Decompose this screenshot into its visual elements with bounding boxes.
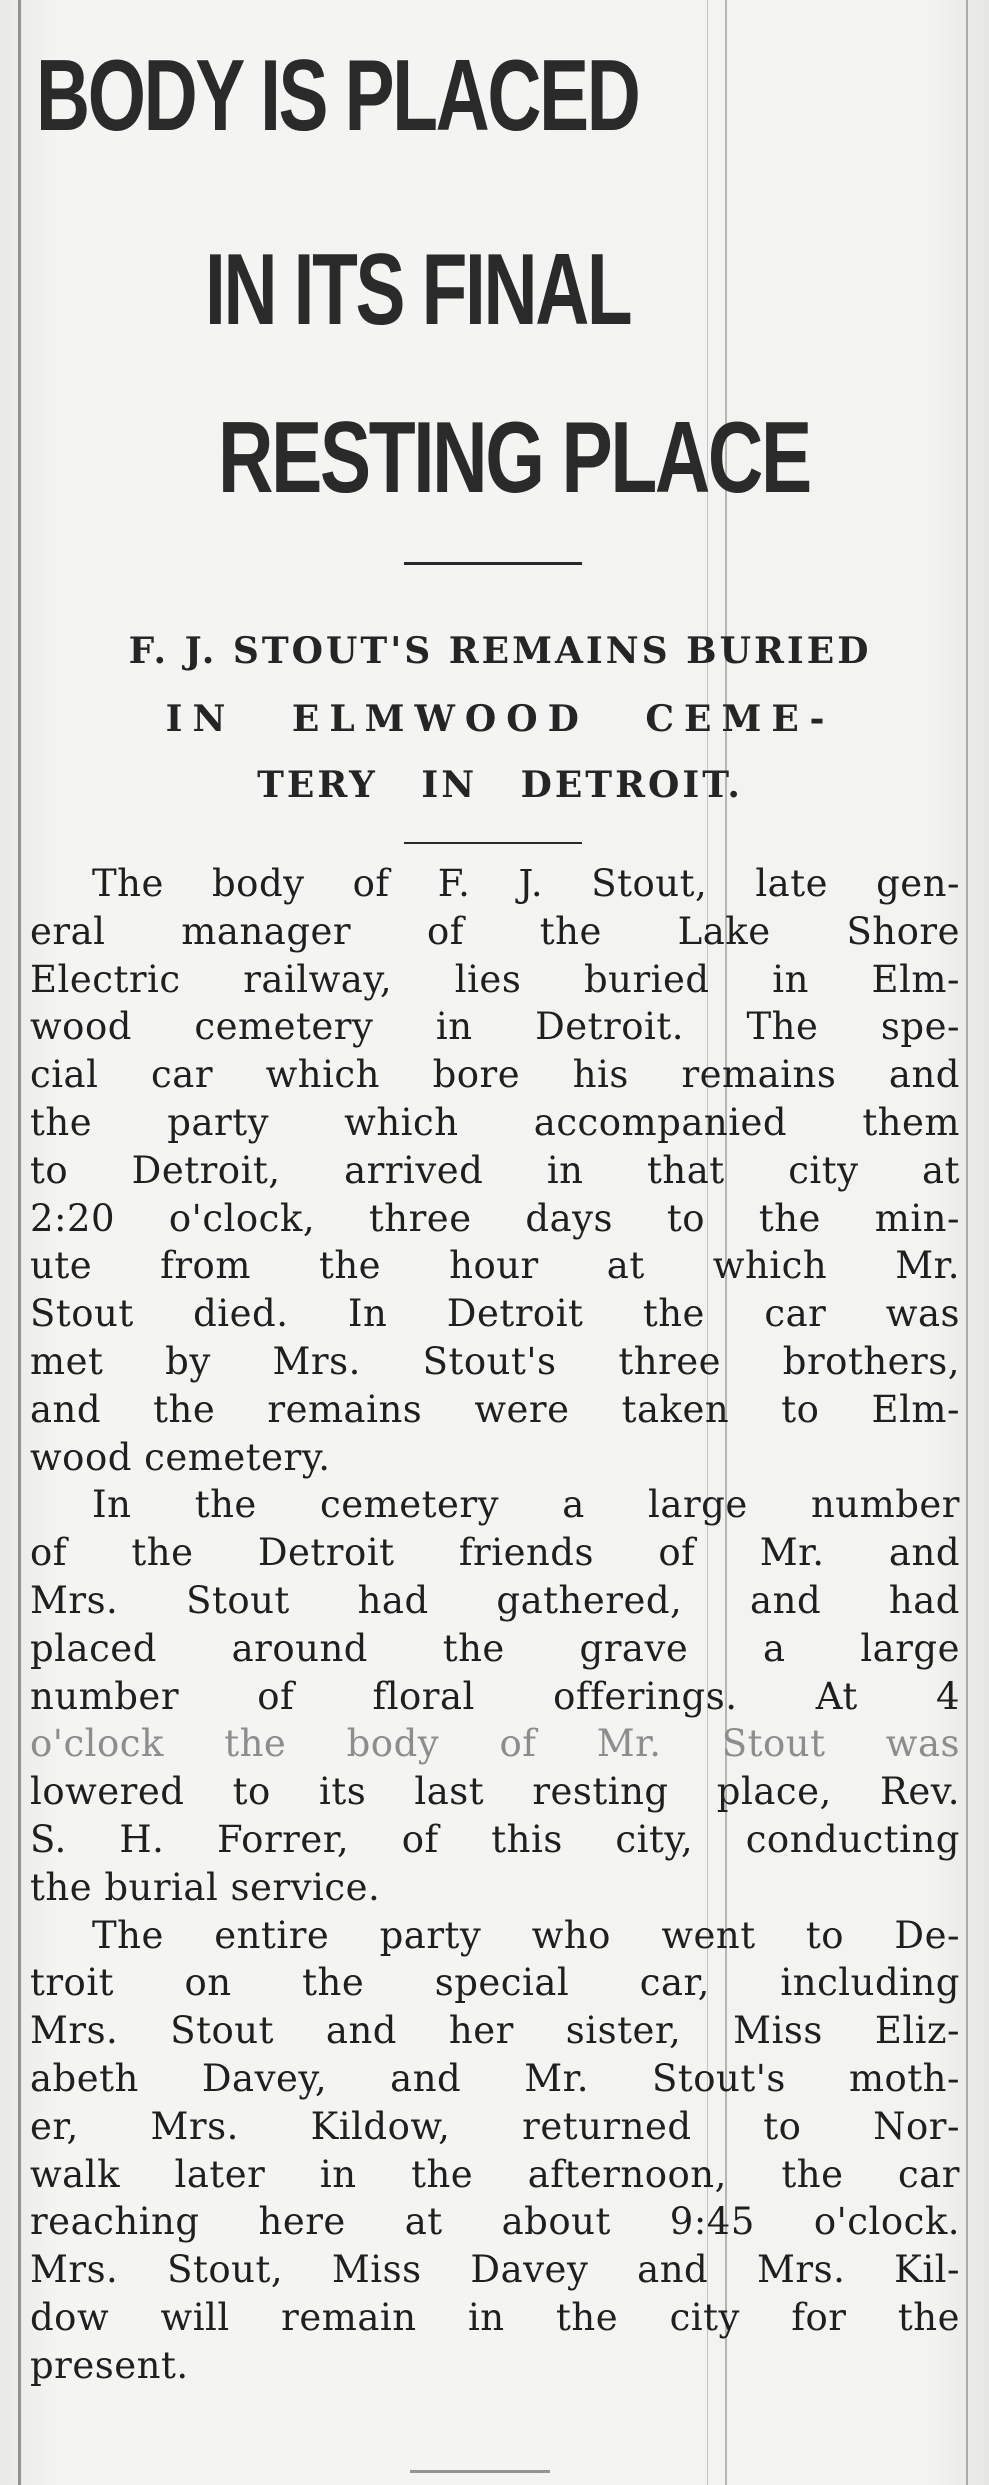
article-line: Electric railway, lies buried in Elm- <box>30 957 960 1001</box>
article-line: to Detroit, arrived in that city at <box>30 1148 960 1192</box>
article-line: and the remains were taken to Elm- <box>30 1387 960 1431</box>
article-line: cial car which bore his remains and <box>30 1053 960 1097</box>
column-rule-right <box>966 0 968 2485</box>
article-line: lowered to its last resting place, Rev. <box>30 1770 960 1814</box>
article-line: present. <box>30 2343 189 2387</box>
article-line: 2:20 o'clock, three days to the min- <box>30 1196 960 1240</box>
subheadline-line-1: F. J. STOUT'S REMAINS BURIED <box>128 630 872 672</box>
article-line: The entire party who went to De- <box>92 1913 960 1957</box>
headline-divider <box>404 562 582 565</box>
subheadline-line-2: IN ELMWOOD CEME- <box>165 698 835 740</box>
article-line: troit on the special car, including <box>30 1961 960 2005</box>
article-line: wood cemetery in Detroit. The spe- <box>30 1005 960 1049</box>
article-line: Mrs. Stout and her sister, Miss Eliz- <box>30 2009 960 2053</box>
subheadline-line-3: TERY IN DETROIT. <box>257 764 743 806</box>
subheadline-divider <box>404 842 582 844</box>
article-line: the burial service. <box>30 1865 381 1909</box>
article-line: wood cemetery. <box>30 1435 331 1479</box>
article-line: Mrs. Stout, Miss Davey and Mrs. Kil- <box>30 2248 960 2292</box>
article-line: In the cemetery a large number <box>92 1483 960 1527</box>
article-line: Stout died. In Detroit the car was <box>30 1292 960 1336</box>
headline-line-2: IN ITS FINAL <box>205 233 631 346</box>
article-line: ute from the hour at which Mr. <box>30 1244 960 1288</box>
article-line: Mrs. Stout had gathered, and had <box>30 1578 960 1622</box>
article-line: met by Mrs. Stout's three brothers, <box>30 1339 960 1383</box>
article-line: of the Detroit friends of Mr. and <box>30 1531 960 1575</box>
article-line: S. H. Forrer, of this city, conducting <box>30 1817 960 1861</box>
article-line: eral manager of the Lake Shore <box>30 909 960 953</box>
article-line: dow will remain in the city for the <box>30 2295 960 2339</box>
article-line: placed around the grave a large <box>30 1626 960 1670</box>
article-line: The body of F. J. Stout, late gen- <box>92 862 960 905</box>
article-line: er, Mrs. Kildow, returned to Nor- <box>30 2104 960 2148</box>
headline-line-1: BODY IS PLACED <box>36 39 639 152</box>
article-line: walk later in the afternoon, the car <box>30 2152 960 2196</box>
article-line: o'clock the body of Mr. Stout was <box>30 1722 960 1766</box>
article-body <box>30 860 960 2390</box>
column-rule-left <box>18 0 21 2485</box>
article-line: the party which accompanied them <box>30 1100 960 1144</box>
article-line: abeth Davey, and Mr. Stout's moth- <box>30 2056 960 2100</box>
article-line: number of floral offerings. At 4 <box>30 1674 960 1718</box>
clipping-edge-fragment <box>410 2470 550 2473</box>
article-line: reaching here at about 9:45 o'clock. <box>30 2200 960 2244</box>
headline-line-3: RESTING PLACE <box>218 401 810 514</box>
